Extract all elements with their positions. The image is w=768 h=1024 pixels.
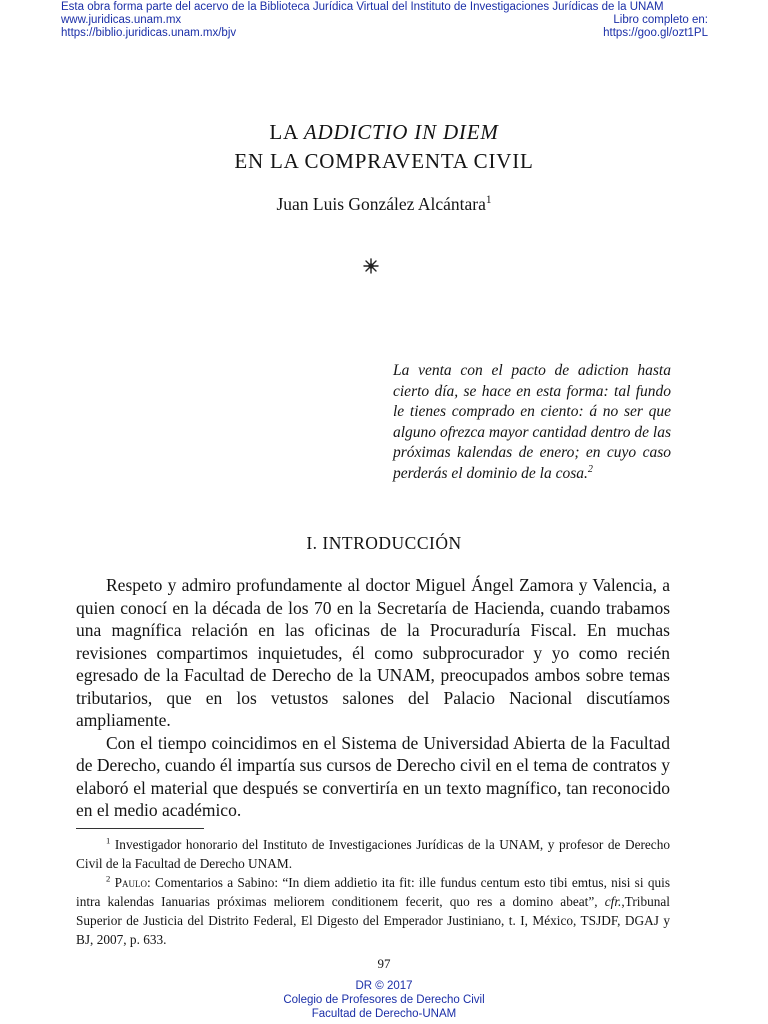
asterism-ornament-icon	[363, 258, 379, 274]
footnote-ref-2[interactable]: 2	[587, 463, 593, 475]
publisher-colegio: Colegio de Profesores de Derecho Civil	[283, 994, 485, 1006]
title-italic: ADDICTIO IN DIEM	[303, 120, 499, 144]
footnote-divider	[76, 828, 204, 829]
footnote-2-author: Paulo	[114, 875, 148, 890]
paragraph-2: Con el tiempo coincidimos en el Sistema de Universidad Abierta de la Facultad de Derecho, cuando él impartía sus cursos de Derecho civil en el tema de contratos y elaboró el material que después se convertiría en un texto magnífico, tan reconocido en el medio académico.	[76, 732, 670, 820]
page-number: 97	[377, 956, 391, 971]
article-title	[0, 118, 768, 176]
paragraph-1: Respeto y admiro profundamente al doctor Miguel Ángel Zamora y Valencia, a quien conocí en la década de los 70 en la Secretaría de Hacienda, cuando trabamos una magnífica relación en las oficinas de la Procuraduría Fiscal. En muchas revisiones compartimos inquietudes, él como subprocurador y yo como recién egresado de la Facultad de Derecho de la UNAM, preocupados ambos sobre temas tributarios, que en los vetustos salones del Palacio Nacional discutíamos ampliamente.	[76, 575, 670, 730]
epigraph: La venta con el pacto de adiction hasta cierto día, se hace en esta forma: tal fundo le tienes comprado en ciento: á no ser que alguno ofrezca mayor cantidad dentro de las próximas kalendas de enero; en cuyo caso perderás el dominio de la cosa.$^2$	[393, 362, 671, 482]
body-text	[76, 574, 670, 822]
juridicas-site-link[interactable]: www.juridicas.unam.mx	[61, 14, 182, 26]
section-heading: I. INTRODUCCIÓN	[306, 533, 462, 553]
publisher-facultad: Facultad de Derecho-UNAM	[311, 1008, 457, 1020]
footnote-2: $^2$ Paulo: Comentarios a Sabino: “In diem addietio ita fit: ille fundus centum esto tibi emtus, nisi si quis intra kalendas Ianuarias próximas meliorem conditionem fecerit, quo res a domino abeat”, cfr.,Tribunal Superior de Justicia del Distrito Federal, El Digesto del Emperador Justiniano, t. I, México, TSJDF, DGAJ y BJ, 2007, p. 633.	[76, 873, 670, 947]
footnote-1: $^1$ Investigador honorario del Instituto de Investigaciones Jurídicas de la UNAM, y profesor de Derecho Civil de la Facultad de Derecho UNAM.	[76, 835, 671, 871]
libro-completo-link[interactable]: https://goo.gl/ozt1PL	[603, 27, 708, 39]
bjv-link[interactable]: https://biblio.juridicas.unam.mx/bjv	[61, 27, 237, 39]
libro-completo-label: Libro completo en:	[613, 14, 708, 26]
repository-notice: Esta obra forma parte del acervo de la Biblioteca Jurídica Virtual del Instituto de Investigaciones Jurídicas de la UNAM	[61, 1, 664, 13]
footnote-ref-1[interactable]: 1	[485, 194, 492, 207]
title-line-2: EN LA COMPRAVENTA CIVIL	[234, 149, 534, 173]
author-name: Juan Luis González Alcántara$^1$	[276, 194, 492, 214]
copyright-notice: DR © 2017	[355, 980, 413, 992]
footnotes	[76, 835, 670, 949]
title-line-1: LA ADDICTIO IN DIEM	[269, 120, 499, 144]
